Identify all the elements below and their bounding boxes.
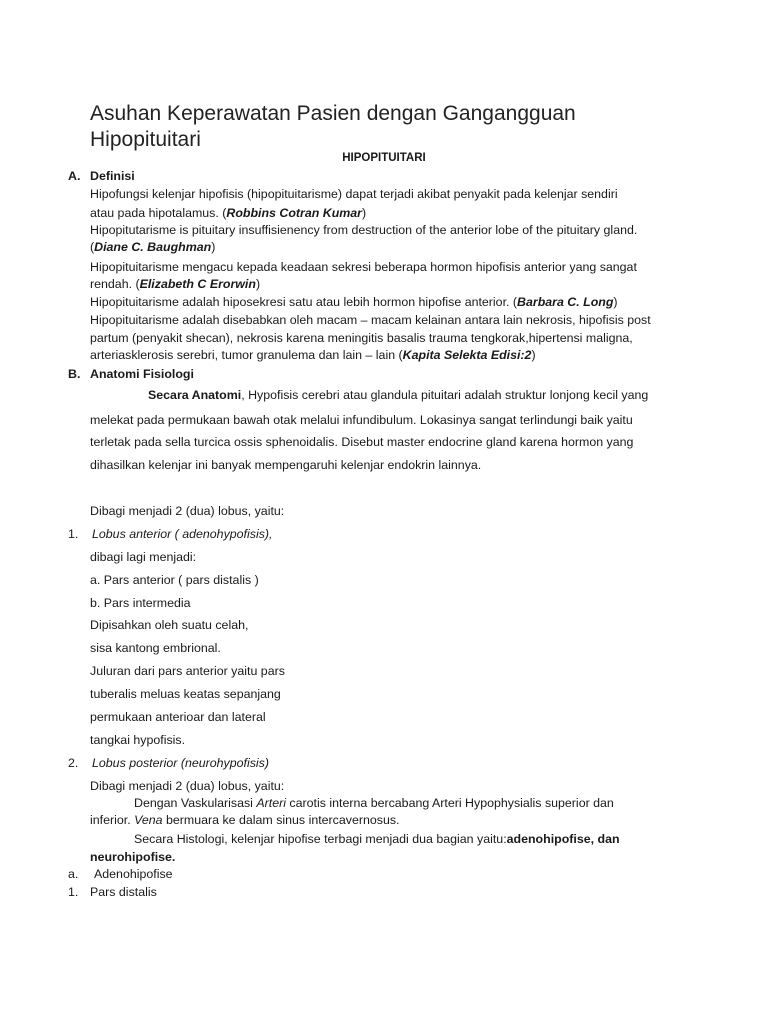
- anatomy-paragraph-line-2: melekat pada permukaan bawah otak melalui infundibulum. Lokasinya sangat terlindungi baik yaitu: [90, 413, 633, 427]
- sublist-a-label: Adenohipofise: [94, 867, 173, 881]
- anatomy-paragraph-line-3: terletak pada sella turcica ossis sphenoidalis. Disebut master endocrine gland karena hormon yang: [90, 435, 634, 449]
- histology-text: Secara Histologi, kelenjar hipofise terbagi menjadi dua bagian yaitu:: [134, 832, 507, 846]
- document-title: [90, 101, 576, 153]
- lobe-1-detail-line: permukaan anterioar dan lateral: [90, 710, 266, 724]
- histology-line-1: [134, 832, 620, 847]
- sublist-1-marker: 1.: [68, 885, 79, 899]
- definition-4-line: Hipopituitarisme adalah hiposekresi satu atau lebih hormon hipofise anterior. (Barbara C. Long): [90, 295, 618, 309]
- histology-bold-1: adenohipofise, dan: [506, 832, 620, 846]
- section-a-marker: A.: [68, 169, 81, 183]
- lobe-1-detail-line: dibagi lagi menjadi:: [90, 550, 197, 564]
- definition-1-line-1: Hipofungsi kelenjar hipofisis (hipopituitarisme) dapat terjadi akibat penyakit pada kelenjar sendiri: [90, 187, 618, 201]
- definition-1-text: atau pada hipotalamus. (: [90, 206, 227, 220]
- lobe-2-title: Lobus posterior (neurohypofisis): [92, 756, 270, 770]
- anatomy-line-1: , Hypofisis cerebri atau glandula pituitari adalah struktur lonjong kecil yang: [241, 388, 649, 402]
- vascularization-text-b: carotis interna bercabang Arteri Hypophysialis superior dan: [285, 796, 614, 810]
- definition-5-source: Kapita Selekta Edisi:2: [402, 348, 532, 362]
- title-line-1: Asuhan Keperawatan Pasien dengan Gangangguan: [90, 102, 576, 125]
- definition-3-source: Elizabeth C Erorwin: [139, 277, 256, 291]
- lobe-1-detail-line: tuberalis meluas keatas sepanjang: [90, 687, 281, 701]
- lobe-1-detail-line: tangkai hypofisis.: [90, 733, 186, 747]
- section-heading: HIPOPITUITARI: [342, 152, 426, 164]
- sublist-1-label: Pars distalis: [90, 885, 157, 899]
- definition-5-line-3: arteriasklerosis serebri, tumor granulema dan lain – lain (Kapita Selekta Edisi:2): [90, 348, 536, 362]
- definition-2-line-2: (Diane C. Baughman): [90, 240, 216, 254]
- lobes-intro: Dibagi menjadi 2 (dua) lobus, yaitu:: [90, 504, 285, 518]
- vascularization-text-c: inferior.: [90, 813, 135, 827]
- definition-5-text: arteriasklerosis serebri, tumor granulema dan lain – lain (: [90, 348, 403, 362]
- vascularization-arteri: Arteri: [256, 796, 286, 810]
- section-b-marker: B.: [68, 367, 81, 381]
- definition-5-line-2: partum (penyakit shecan), nekrosis karena meningitis basalis trauma tengkorak,hipertensi maligna,: [90, 331, 633, 345]
- vascularization-line-2: [90, 813, 399, 828]
- definition-5-line-1: Hipopituitarisme adalah disebabkan oleh macam – macam kelainan antara lain nekrosis, hipofisis post: [90, 313, 651, 327]
- lobe-1-number: 1.: [68, 527, 79, 541]
- sublist-a-marker: a.: [68, 867, 79, 881]
- lobe-1-detail-line: Dipisahkan oleh suatu celah,: [90, 618, 249, 632]
- vascularization-text-d: bermuara ke dalam sinus intercavernosus.: [162, 813, 400, 827]
- vascularization-vena: Vena: [134, 813, 163, 827]
- lobe-1-detail-line: b. Pars intermedia: [90, 596, 191, 610]
- definition-2-line-1: Hipopitutarisme is pituitary insuffisienency from destruction of the anterior lobe of the pituitary gland.: [90, 223, 638, 237]
- lobe-2-number: 2.: [68, 756, 79, 770]
- lobe-1-title: Lobus anterior ( adenohypofisis),: [92, 527, 273, 541]
- definition-1-line-2: atau pada hipotalamus. (Robbins Cotran Kumar): [90, 206, 367, 220]
- vascularization-text-a: Dengan Vaskularisasi: [134, 796, 257, 810]
- definition-4-text: Hipopituitarisme adalah hiposekresi satu atau lebih hormon hipofise anterior. (: [90, 295, 518, 309]
- definition-3-line-2: rendah. (Elizabeth C Erorwin): [90, 277, 261, 291]
- section-a-label: Definisi: [90, 169, 135, 183]
- lobe-1-detail-line: Juluran dari pars anterior yaitu pars: [90, 664, 285, 678]
- lobe-2-intro: Dibagi menjadi 2 (dua) lobus, yaitu:: [90, 779, 285, 793]
- anatomy-lead: Secara Anatomi: [148, 388, 242, 402]
- definition-3-text: rendah. (: [90, 277, 140, 291]
- definition-2-source: Diane C. Baughman: [94, 240, 212, 254]
- section-b-label: Anatomi Fisiologi: [90, 367, 194, 381]
- title-line-2: Hipopituitari: [90, 128, 201, 151]
- lobe-1-detail-line: a. Pars anterior ( pars distalis ): [90, 573, 259, 587]
- anatomy-paragraph-line-1: [148, 388, 648, 403]
- definition-1-source: Robbins Cotran Kumar: [226, 206, 363, 220]
- vascularization-line-1: [134, 796, 614, 811]
- definition-4-source: Barbara C. Long: [517, 295, 614, 309]
- lobe-1-detail-line: sisa kantong embrional.: [90, 641, 221, 655]
- definition-3-line-1: Hipopituitarisme mengacu kepada keadaan sekresi beberapa hormon hipofisis anterior yang sangat: [90, 260, 637, 274]
- anatomy-paragraph-line-4: dihasilkan kelenjar ini banyak mempengaruhi kelenjar endokrin lainnya.: [90, 458, 482, 472]
- histology-line-2: neurohipofise.: [90, 850, 176, 864]
